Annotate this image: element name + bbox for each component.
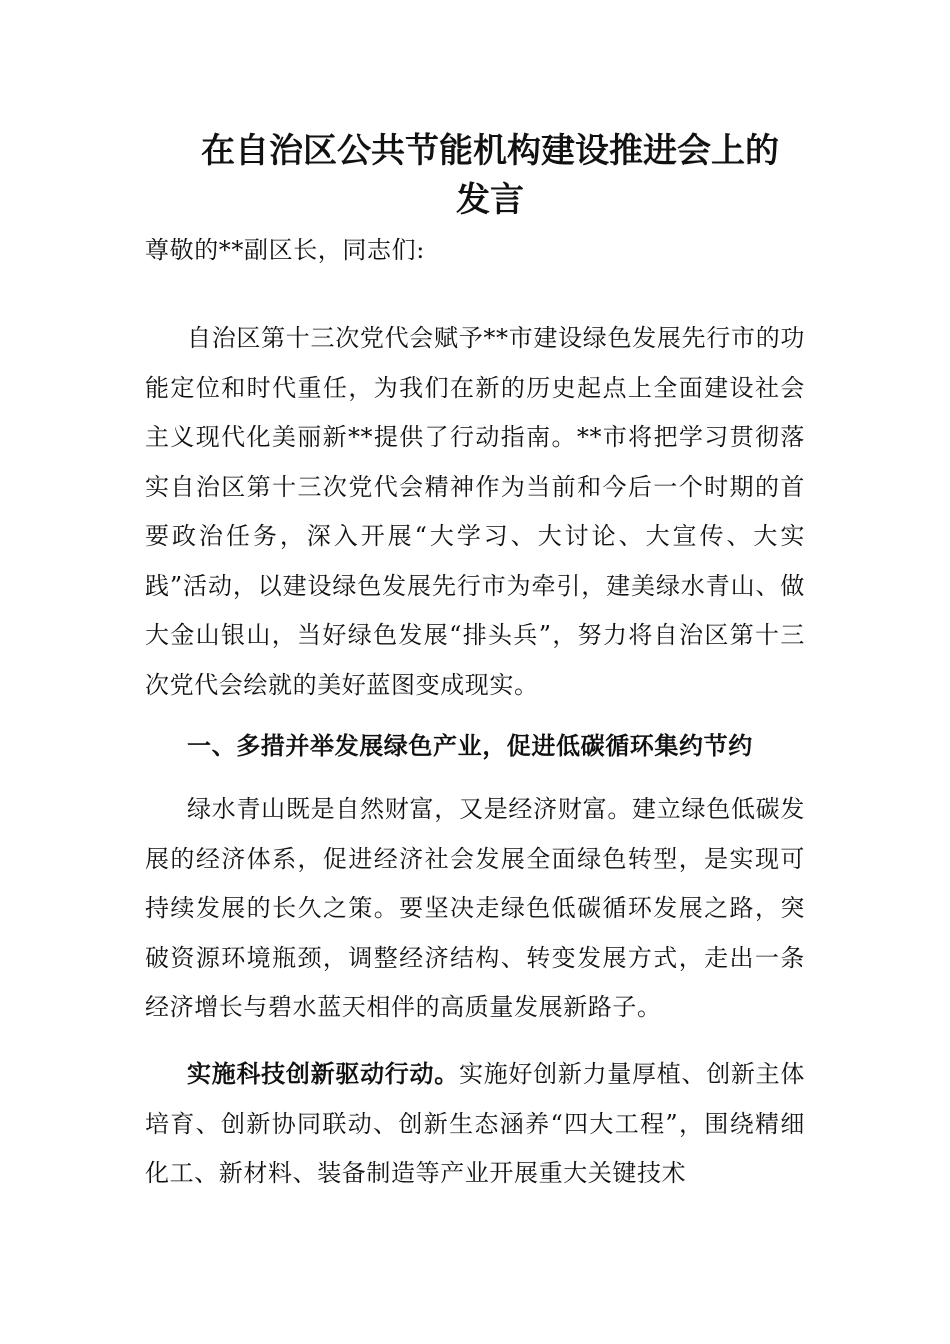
paragraph-intro: 自治区第十三次党代会赋予**市建设绿色发展先行市的功能定位和时代重任，为我们在新的历史起点上全面建设社会主义现代化美丽新**提供了行动指南。**市将把学习贯彻落实自治区第十三次党代会精神作为当前和今后一个时期的首要政治任务，深入开展“大学习、大讨论、大宣传、大实践”活动，以建设绿色发展先行市为牵引，建美绿水青山、做大金山银山，当好绿色发展“排头兵”，努力将自治区第十三次党代会绘就的美好蓝图变成现实。 <box>145 324 805 699</box>
document-title-line2: 发言 <box>456 180 524 220</box>
paragraph-body: 实施好创新力量厚植、创新主体培育、创新协同联动、创新生态涵养“四大工程”，围绕精细化工、新材料、装备制造等产业开展重大关键技术 <box>145 1060 805 1187</box>
salutation: 尊敬的**副区长，同志们: <box>145 236 425 264</box>
paragraph-innovation <box>145 1049 805 1199</box>
paragraph-lead-bold: 实施科技创新驱动行动。 <box>187 1059 459 1088</box>
paragraph-green-economy: 绿水青山既是自然财富，又是经济财富。建立绿色低碳发展的经济体系，促进经济社会发展全面绿色转型，是实现可持续发展的长久之策。要坚决走绿色低碳循环发展之路，突破资源环境瓶颈，调整经济结构、转变发展方式，走出一条经济增长与碧水蓝天相伴的高质量发展新路子。 <box>145 795 805 1021</box>
document-title-line1: 在自治区公共节能机构建设推进会上的 <box>201 131 779 171</box>
section-heading-1: 一、多措并举发展绿色产业，促进低碳循环集约节约 <box>187 731 753 760</box>
